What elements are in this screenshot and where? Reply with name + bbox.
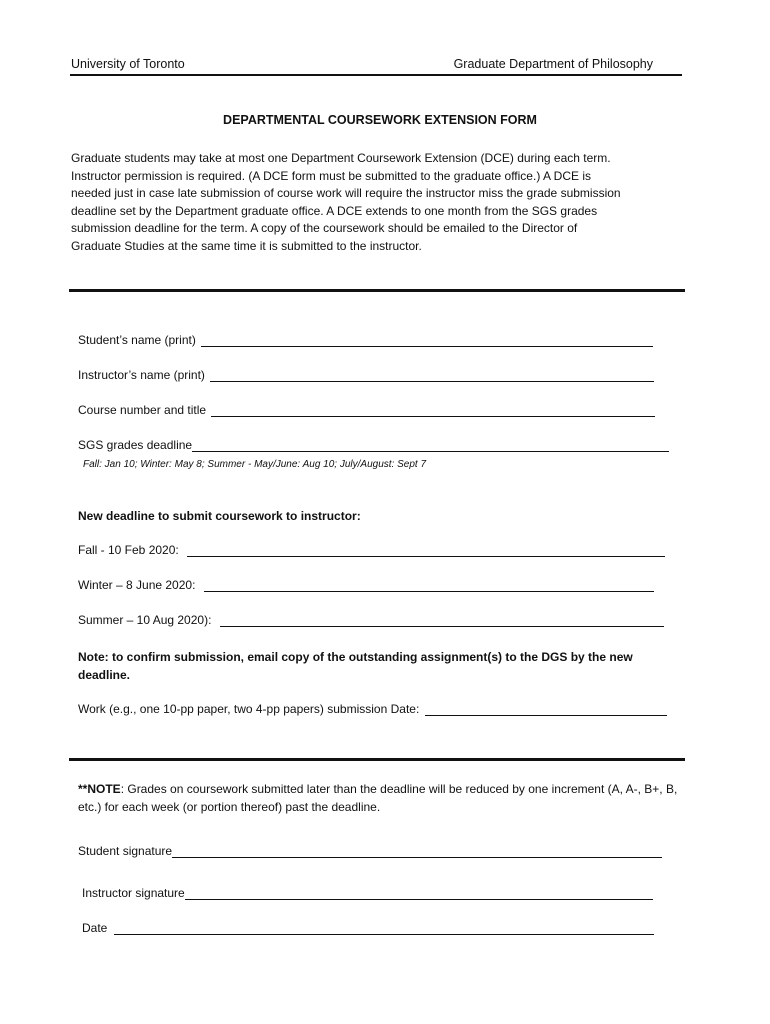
section-divider-top: [69, 289, 685, 292]
fall-row: [78, 543, 665, 557]
instructor-signature-field[interactable]: [185, 886, 653, 900]
course-field[interactable]: [211, 403, 655, 417]
instructor-name-row: [78, 368, 654, 382]
winter-field[interactable]: [204, 578, 654, 592]
summer-field[interactable]: [220, 613, 664, 627]
sgs-deadline-hint: Fall: Jan 10; Winter: May 8; Summer - May/June: Aug 10; July/August: Sept 7: [83, 459, 427, 470]
header-university: University of Toronto: [71, 57, 185, 71]
winter-label: Winter – 8 June 2020:: [78, 578, 203, 592]
student-name-row: [78, 333, 653, 347]
sgs-deadline-field[interactable]: [192, 438, 669, 452]
work-label: Work (e.g., one 10-pp paper, two 4-pp papers) submission Date:: [78, 702, 423, 716]
summer-row: [78, 613, 664, 627]
intro-paragraph: Graduate students may take at most one Department Coursework Extension (DCE) during each term. Instructor permission is required. (A DCE form must be submitted to the graduate office.) A DCE is needed just in case late submission of course work will require the instructor miss the grade submission deadline set by the Department graduate office. A DCE extends to one month from the SGS grades submission deadline for the term. A copy of the coursework should be emailed to the Director of Graduate Studies at the same time it is submitted to the instructor.: [71, 151, 621, 253]
course-row: [78, 403, 655, 417]
instructor-signature-row: [82, 886, 653, 900]
form-title: DEPARTMENTAL COURSEWORK EXTENSION FORM: [223, 113, 537, 127]
instructor-signature-label: Instructor signature: [82, 886, 185, 900]
student-signature-field[interactable]: [172, 844, 662, 858]
section-divider-bottom: [69, 758, 685, 761]
student-signature-label: Student signature: [78, 844, 173, 858]
course-label: Course number and title: [78, 403, 210, 417]
header-department: Graduate Department of Philosophy: [453, 57, 653, 71]
student-name-field[interactable]: [201, 333, 653, 347]
student-name-label: Student’s name (print): [78, 333, 200, 347]
new-deadline-heading: New deadline to submit coursework to instructor:: [78, 509, 361, 523]
sgs-deadline-label: SGS grades deadline: [78, 438, 193, 452]
date-label: Date: [82, 921, 115, 935]
fall-label: Fall - 10 Feb 2020:: [78, 543, 186, 557]
date-row: [82, 921, 654, 935]
header-divider: [70, 74, 682, 76]
submission-note: Note: to confirm submission, email copy of the outstanding assignment(s) to the DGS by the new deadline.: [78, 650, 633, 682]
student-signature-row: [78, 844, 662, 858]
summer-label: Summer – 10 Aug 2020):: [78, 613, 219, 627]
grade-note-prefix: **NOTE: [78, 782, 121, 796]
date-field[interactable]: [114, 921, 654, 935]
work-date-field[interactable]: [425, 702, 667, 716]
winter-row: [78, 578, 654, 592]
instructor-name-field[interactable]: [210, 368, 654, 382]
sgs-deadline-row: [78, 438, 669, 452]
instructor-name-label: Instructor’s name (print): [78, 368, 209, 382]
grade-note-text: : Grades on coursework submitted later than the deadline will be reduced by one increment (A, A-, B+, B, etc.) for each week (or portion thereof) past the deadline.: [78, 782, 678, 814]
fall-field[interactable]: [187, 543, 665, 557]
work-row: [78, 702, 667, 716]
grade-note: [78, 780, 678, 816]
